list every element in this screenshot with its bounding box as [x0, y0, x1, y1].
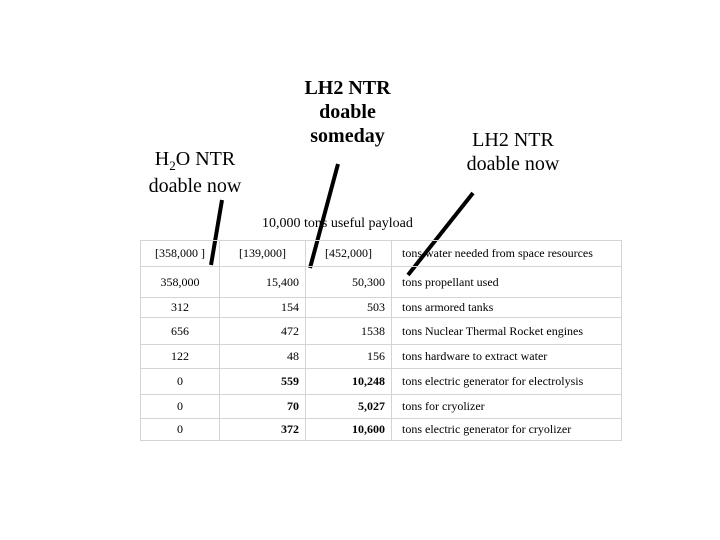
- table-row: [141, 419, 622, 441]
- cell-lh2-now: 10,600: [306, 419, 392, 441]
- table-row: [141, 318, 622, 345]
- table-row: [141, 267, 622, 298]
- cell-description: tons armored tanks: [392, 298, 622, 318]
- cell-lh2-now: 5,027: [306, 395, 392, 419]
- cell-lh2-someday: 472: [220, 318, 306, 345]
- now-line1: LH2 NTR: [472, 129, 554, 151]
- payload-caption: 10,000 tons useful payload: [262, 216, 413, 231]
- cell-h2o: 312: [141, 298, 220, 318]
- cell-lh2-someday: [139,000]: [220, 241, 306, 267]
- mass-table: [140, 240, 622, 441]
- cell-lh2-someday: 48: [220, 345, 306, 369]
- cell-lh2-someday: 15,400: [220, 267, 306, 298]
- someday-line3: someday: [310, 125, 385, 147]
- cell-lh2-now: [452,000]: [306, 241, 392, 267]
- table-row: [141, 298, 622, 318]
- cell-description: tons for cryolizer: [392, 395, 622, 419]
- h2o-prefix: H: [154, 148, 170, 170]
- cell-lh2-now: 10,248: [306, 369, 392, 395]
- lh2-now-label: [448, 128, 578, 176]
- table-row: [141, 395, 622, 419]
- cell-h2o: 358,000: [141, 267, 220, 298]
- cell-lh2-now: 1538: [306, 318, 392, 345]
- cell-description: tons Nuclear Thermal Rocket engines: [392, 318, 622, 345]
- cell-description: tons electric generator for cryolizer: [392, 419, 622, 441]
- h2o-subscript: 2: [169, 158, 176, 173]
- cell-h2o: 0: [141, 419, 220, 441]
- cell-lh2-someday: 559: [220, 369, 306, 395]
- h2o-line2: doable now: [148, 174, 242, 197]
- someday-line1: LH2 NTR: [304, 77, 391, 99]
- lh2-someday-label: [270, 76, 425, 148]
- someday-line2: doable: [319, 101, 376, 123]
- cell-lh2-now: 156: [306, 345, 392, 369]
- table-row: [141, 369, 622, 395]
- h2o-rest: O NTR: [175, 148, 236, 170]
- cell-lh2-now: 50,300: [306, 267, 392, 298]
- cell-description: tons propellant used: [392, 267, 622, 298]
- cell-lh2-now: 503: [306, 298, 392, 318]
- table-row: [141, 241, 622, 267]
- table-row: [141, 345, 622, 369]
- cell-h2o: 0: [141, 369, 220, 395]
- cell-description: tons water needed from space resources: [392, 241, 622, 267]
- h2o-ntr-label: [130, 147, 260, 198]
- now-line2: doable now: [466, 153, 560, 175]
- cell-h2o: 656: [141, 318, 220, 345]
- cell-h2o: [358,000 ]: [141, 241, 220, 267]
- cell-h2o: 0: [141, 395, 220, 419]
- cell-lh2-someday: 154: [220, 298, 306, 318]
- cell-h2o: 122: [141, 345, 220, 369]
- cell-lh2-someday: 372: [220, 419, 306, 441]
- cell-description: tons electric generator for electrolysis: [392, 369, 622, 395]
- cell-lh2-someday: 70: [220, 395, 306, 419]
- cell-description: tons hardware to extract water: [392, 345, 622, 369]
